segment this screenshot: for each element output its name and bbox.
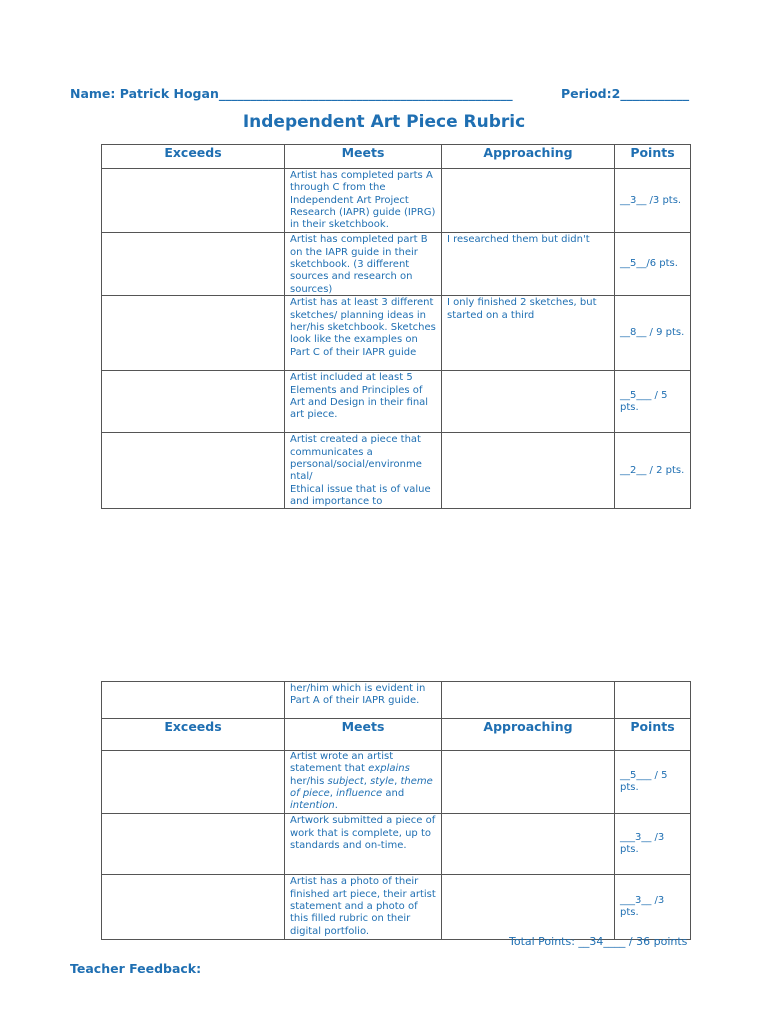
meets-text: her/his [290,775,328,787]
points-cell: __5__/6 pts. [615,233,691,296]
meets-text: , [329,787,337,799]
meets-cell: Artist has a photo of their finished art piece, their artist statement and a photo of this filled rubric on their digital portfolio. [285,875,442,939]
points-cell: ___3__ /3 pts. [615,875,691,939]
meets-cell: Artist included at least 5 Elements and Principles of Art and Design in their final art piece. [285,371,442,433]
meets-line: Ethical issue that is of value and importance to [290,483,431,507]
meets-text: Artist has completed part B on the IAPR guide in their sketchbook. (3 different sources and research on sources) [290,234,428,295]
meets-cell [285,433,442,509]
teacher-feedback-label: Teacher Feedback: [70,961,202,976]
points-cell: ___3__ /3 pts. [615,814,691,875]
col-header-points: Points [615,145,691,169]
col-header-points: Points [615,719,691,751]
meets-cell [285,751,442,814]
exceeds-cell [102,371,285,433]
approaching-cell [442,371,615,433]
exceeds-cell [102,814,285,875]
exceeds-cell [102,875,285,939]
col-header-approaching: Approaching [442,719,615,751]
meets-text: . [334,800,338,812]
approaching-cell [442,682,615,719]
table-row [102,814,691,875]
meets-cell [285,296,442,371]
points-cell [615,682,691,719]
meets-cell [285,233,442,296]
meets-cell: Artwork submitted a piece of work that is complete, up to standards and on-time. [285,814,442,875]
points-cell: __8__ / 9 pts. [615,296,691,371]
table-row [102,371,691,433]
approaching-cell [442,169,615,233]
table-row [102,433,691,509]
approaching-cell: I only finished 2 sketches, but started on a third [442,296,615,371]
meets-text: , [394,775,401,787]
meets-emphasis: style [370,775,395,787]
exceeds-cell [102,296,285,371]
table-row [102,751,691,814]
rubric-table-page1 [101,144,691,509]
exceeds-cell [102,751,285,814]
rubric-table-page2 [101,681,691,940]
meets-cell: Artist has completed parts A through C from the Independent Art Project Research (IAPR) guide (IPRG) in their sketchbook. [285,169,442,233]
meets-emphasis: explains [368,763,410,775]
table-row [102,296,691,371]
table-header-row [102,719,691,751]
meets-emphasis: influence [336,787,383,799]
meets-text: Artist wrote an artist statement that [290,751,394,775]
approaching-cell [442,875,615,939]
points-cell: __5___ / 5 pts. [615,751,691,814]
meets-cell: her/him which is evident in Part A of their IAPR guide. [285,682,442,719]
table-row [102,233,691,296]
period-field: Period:2___________ [561,86,690,101]
meets-emphasis: subject [327,775,364,787]
exceeds-cell [102,169,285,233]
points-cell: __3__ /3 pts. [615,169,691,233]
col-header-exceeds: Exceeds [102,719,285,751]
approaching-cell [442,814,615,875]
col-header-exceeds: Exceeds [102,145,285,169]
approaching-cell: I researched them but didn't [442,233,615,296]
col-header-meets: Meets [285,719,442,751]
col-header-approaching: Approaching [442,145,615,169]
meets-emphasis: intention [290,800,335,812]
meets-text: and [382,787,405,799]
meets-emphasis: theme of piece [290,775,433,799]
meets-text: , [363,775,371,787]
approaching-cell [442,433,615,509]
total-points: Total Points: __34____ / 36 points [509,935,688,948]
points-cell: __2__ / 2 pts. [615,433,691,509]
exceeds-cell [102,233,285,296]
exceeds-cell [102,433,285,509]
student-header [70,86,700,101]
meets-line: Artist created a piece that communicates a personal/social/environme [290,434,422,471]
points-cell: __5___ / 5 pts. [615,371,691,433]
page-title: Independent Art Piece Rubric [242,112,526,132]
col-header-meets: Meets [285,145,442,169]
meets-text: Artist has at least 3 different sketches/ planning ideas in her/his sketchbook. Sketches look like the examples on Part C of their IAPR guide [290,297,436,358]
table-row [102,875,691,939]
table-row [102,169,691,233]
name-field: Name: Patrick Hogan_______________________________________________ [70,86,513,101]
table-header-row [102,145,691,169]
exceeds-cell [102,682,285,719]
continuation-row [102,682,691,719]
approaching-cell [442,751,615,814]
meets-line: ntal/ [290,471,313,483]
